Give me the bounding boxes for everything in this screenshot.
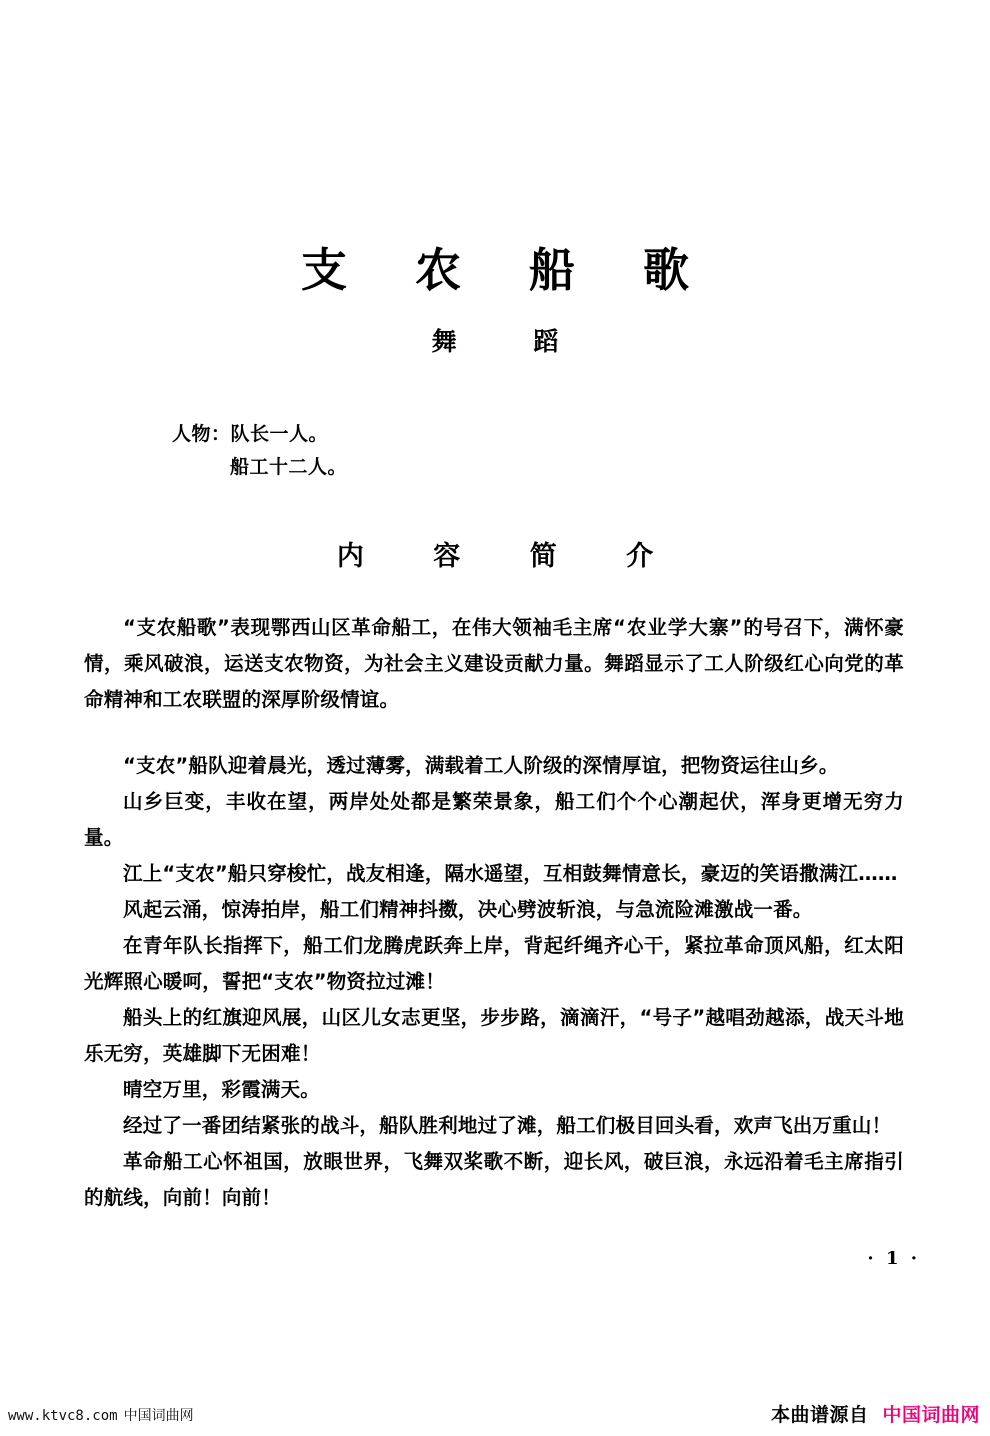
paragraph-1-emphasis: “农业学大寨” — [612, 616, 743, 639]
footer-source-brand: 中国词曲网 — [882, 1404, 980, 1426]
footer-source-credit — [771, 1400, 980, 1427]
paragraph-9: 经过了一番团结紧张的战斗，船队胜利地过了滩，船工们极目回头看，欢声飞出万重山！ — [123, 1114, 892, 1137]
paragraph-1-part-2: 的号召下，满怀豪情，乘风破浪，运送支农物资，为社会主义建设贡献力量。舞蹈显示了工人阶级红心向党的革命精神和工农联盟的深厚阶级情谊。 — [84, 616, 904, 711]
paragraph-7: 船头上的红旗迎风展，山区儿女志更坚，步步路，滴滴汗，“号子”越唱劲越添，战天斗地乐无穷，英雄脚下无困难！ — [84, 1006, 904, 1065]
paragraph-1-part-1: “支农船歌”表现鄂西山区革命船工，在伟大领袖毛主席 — [123, 616, 613, 639]
paragraph-6: 在青年队长指挥下，船工们龙腾虎跃奔上岸，背起纤绳齐心干，紧拉革命顶风船，红太阳光辉照心暖呵，誓把“支农”物资拉过滩！ — [84, 934, 904, 993]
footer-site-url: www.ktvc8.com — [8, 1408, 118, 1424]
section-heading-summary: 内 容 简 介 — [336, 541, 684, 572]
cast-line-boatmen: 船工十二人。 — [230, 456, 348, 478]
paragraph-1 — [84, 610, 904, 718]
page-number: · 1 · — [867, 1248, 920, 1269]
paragraph-3: 山乡巨变，丰收在望，两岸处处都是繁荣景象，船工们个个心潮起伏，浑身更增无穷力量。 — [84, 790, 904, 849]
body-copy — [84, 610, 904, 1216]
paragraph-2: “支农”船队迎着晨光，透过薄雾，满载着工人阶级的深情厚谊，把物资运往山乡。 — [123, 754, 839, 777]
page-subtitle: 舞 蹈 — [431, 327, 593, 356]
page-title: 支 农 船 歌 — [300, 243, 716, 297]
paragraph-4: 江上“支农”船只穿梭忙，战友相逢，隔水遥望，互相鼓舞情意长，豪迈的笑语撒满江…… — [123, 862, 898, 885]
footer-watermark-left — [8, 1405, 194, 1425]
paragraph-8: 晴空万里，彩霞满天。 — [123, 1078, 321, 1101]
cast-list — [172, 418, 692, 484]
footer-source-label: 本曲谱源自 — [770, 1404, 869, 1426]
footer-site-name: 中国词曲网 — [123, 1408, 194, 1424]
cast-line-leader: 人物：队长一人。 — [172, 423, 329, 445]
paragraph-5: 风起云涌，惊涛拍岸，船工们精神抖擞，决心劈波斩浪，与急流险滩激战一番。 — [123, 898, 813, 921]
paragraph-10: 革命船工心怀祖国，放眼世界，飞舞双桨歌不断，迎长风，破巨浪，永远沿着毛主席指引的航线，向前！向前！ — [84, 1150, 904, 1209]
